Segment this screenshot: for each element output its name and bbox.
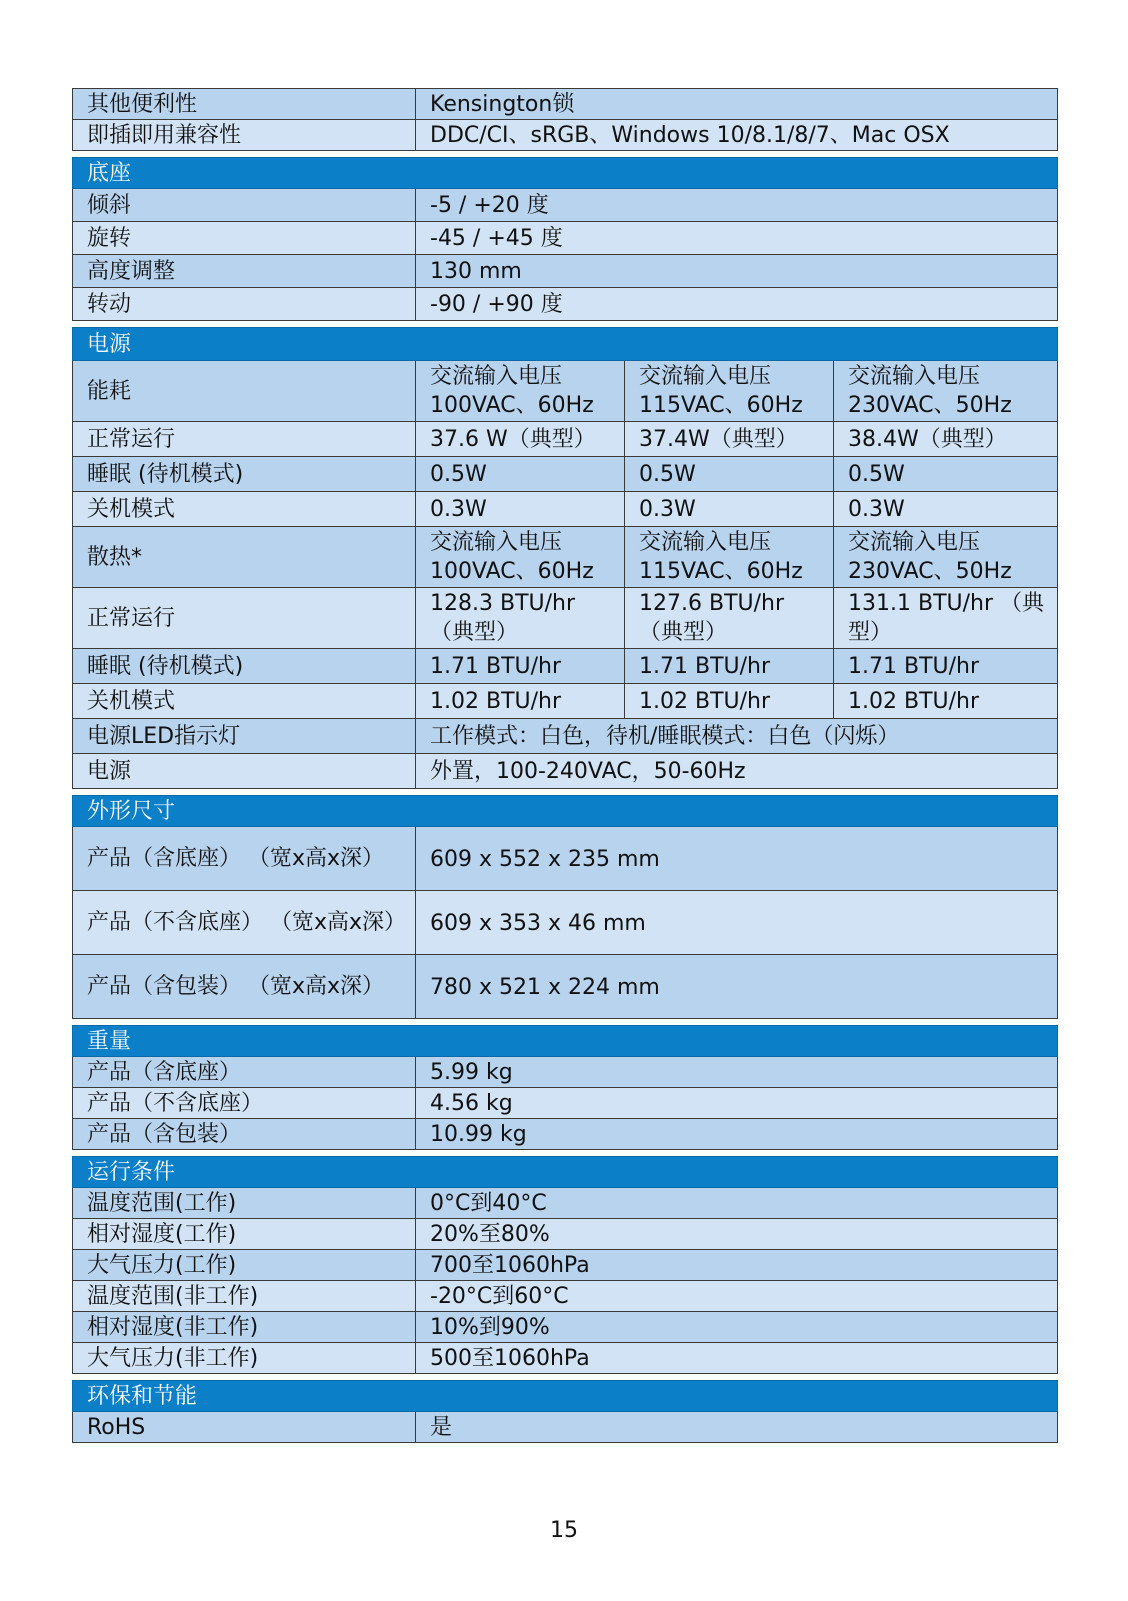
spec-label: 相对湿度(工作) xyxy=(73,1219,416,1250)
section-header xyxy=(73,1381,1058,1412)
spec-value: 0.3W xyxy=(625,492,834,527)
spec-label: 正常运行 xyxy=(73,588,416,649)
spec-value: 0.3W xyxy=(834,492,1058,527)
spec-value: 10%到90% xyxy=(416,1312,1058,1343)
spec-value: 交流输入电压 230VAC、50Hz xyxy=(834,527,1058,588)
spec-value: 0.5W xyxy=(416,457,625,492)
spec-value: 0.5W xyxy=(625,457,834,492)
spec-label: 睡眠 (待机模式) xyxy=(73,457,416,492)
spec-row xyxy=(73,1281,1058,1312)
spec-value: 交流输入电压 100VAC、60Hz xyxy=(416,527,625,588)
spec-value: 外置，100-240VAC，50-60Hz xyxy=(416,754,1058,789)
spec-section-table xyxy=(72,1156,1058,1374)
spec-label: 电源 xyxy=(73,754,416,789)
spec-row xyxy=(73,754,1058,789)
spec-label: 睡眠 (待机模式) xyxy=(73,649,416,684)
spec-row xyxy=(73,955,1058,1019)
spec-value: 20%至80% xyxy=(416,1219,1058,1250)
section-title: 环保和节能 xyxy=(73,1381,1058,1412)
spec-section-table xyxy=(72,1025,1058,1150)
spec-row xyxy=(73,891,1058,955)
spec-section-table xyxy=(72,795,1058,1019)
spec-row xyxy=(73,1343,1058,1374)
spec-value: -45 / +45 度 xyxy=(416,222,1058,255)
spec-label: 能耗 xyxy=(73,361,416,422)
spec-value: 4.56 kg xyxy=(416,1088,1058,1119)
spec-label: 关机模式 xyxy=(73,492,416,527)
spec-label: 关机模式 xyxy=(73,684,416,719)
spec-label: 其他便利性 xyxy=(73,89,416,120)
section-title: 底座 xyxy=(73,158,1058,189)
spec-table xyxy=(72,88,1057,1443)
spec-value: 38.4W（典型） xyxy=(834,422,1058,457)
spec-value: 1.02 BTU/hr xyxy=(625,684,834,719)
section-title: 外形尺寸 xyxy=(73,796,1058,827)
spec-value: 700至1060hPa xyxy=(416,1250,1058,1281)
spec-value: 工作模式：白色，待机/睡眠模式：白色（闪烁） xyxy=(416,719,1058,754)
spec-value: 37.4W（典型） xyxy=(625,422,834,457)
spec-row xyxy=(73,361,1058,422)
spec-value: 交流输入电压 100VAC、60Hz xyxy=(416,361,625,422)
spec-label: 温度范围(工作) xyxy=(73,1188,416,1219)
spec-label: 正常运行 xyxy=(73,422,416,457)
spec-section xyxy=(72,1025,1057,1150)
spec-label: 倾斜 xyxy=(73,189,416,222)
section-header xyxy=(73,796,1058,827)
spec-section-table xyxy=(72,88,1058,151)
spec-row xyxy=(73,288,1058,321)
spec-row xyxy=(73,222,1058,255)
page-number: 15 xyxy=(550,1518,578,1543)
section-title: 运行条件 xyxy=(73,1157,1058,1188)
spec-value: 1.71 BTU/hr xyxy=(834,649,1058,684)
spec-row xyxy=(73,492,1058,527)
spec-value: 609 x 552 x 235 mm xyxy=(416,827,1058,891)
spec-value: 130 mm xyxy=(416,255,1058,288)
spec-row xyxy=(73,422,1058,457)
spec-label: 旋转 xyxy=(73,222,416,255)
spec-value: -5 / +20 度 xyxy=(416,189,1058,222)
spec-label: 温度范围(非工作) xyxy=(73,1281,416,1312)
spec-label: 即插即用兼容性 xyxy=(73,120,416,151)
spec-label: 大气压力(工作) xyxy=(73,1250,416,1281)
spec-value: 10.99 kg xyxy=(416,1119,1058,1150)
spec-value: 131.1 BTU/hr （典型） xyxy=(834,588,1058,649)
spec-row xyxy=(73,1057,1058,1088)
spec-value: -20°C到60°C xyxy=(416,1281,1058,1312)
spec-row xyxy=(73,527,1058,588)
spec-label: 产品（含包装） xyxy=(73,1119,416,1150)
spec-label: 相对湿度(非工作) xyxy=(73,1312,416,1343)
spec-value: 5.99 kg xyxy=(416,1057,1058,1088)
section-title: 重量 xyxy=(73,1026,1058,1057)
section-header xyxy=(73,158,1058,189)
spec-section xyxy=(72,795,1057,1019)
spec-label: 大气压力(非工作) xyxy=(73,1343,416,1374)
spec-row xyxy=(73,1312,1058,1343)
section-header xyxy=(73,1026,1058,1057)
spec-section-table xyxy=(72,157,1058,321)
spec-row xyxy=(73,684,1058,719)
spec-section xyxy=(72,1380,1057,1443)
spec-value: 780 x 521 x 224 mm xyxy=(416,955,1058,1019)
spec-label: RoHS xyxy=(73,1412,416,1443)
section-header xyxy=(73,328,1058,361)
spec-section xyxy=(72,327,1057,789)
spec-label: 散热* xyxy=(73,527,416,588)
spec-row xyxy=(73,1412,1058,1443)
spec-row xyxy=(73,1088,1058,1119)
spec-row xyxy=(73,89,1058,120)
spec-value: 交流输入电压 230VAC、50Hz xyxy=(834,361,1058,422)
spec-value: 1.71 BTU/hr xyxy=(625,649,834,684)
spec-value: 1.71 BTU/hr xyxy=(416,649,625,684)
spec-value: 128.3 BTU/hr （典型） xyxy=(416,588,625,649)
spec-value: Kensington锁 xyxy=(416,89,1058,120)
section-header xyxy=(73,1157,1058,1188)
spec-label: 高度调整 xyxy=(73,255,416,288)
spec-row xyxy=(73,457,1058,492)
spec-value: 500至1060hPa xyxy=(416,1343,1058,1374)
spec-value: 0.3W xyxy=(416,492,625,527)
spec-row xyxy=(73,120,1058,151)
spec-section xyxy=(72,88,1057,151)
spec-row xyxy=(73,255,1058,288)
spec-row xyxy=(73,1219,1058,1250)
spec-label: 转动 xyxy=(73,288,416,321)
spec-value: DDC/CI、sRGB、Windows 10/8.1/8/7、Mac OSX xyxy=(416,120,1058,151)
spec-value: 609 x 353 x 46 mm xyxy=(416,891,1058,955)
spec-value: 1.02 BTU/hr xyxy=(416,684,625,719)
spec-label: 产品（含包装） （宽x高x深） xyxy=(73,955,416,1019)
spec-row xyxy=(73,827,1058,891)
spec-value: 0°C到40°C xyxy=(416,1188,1058,1219)
spec-value: 37.6 W（典型） xyxy=(416,422,625,457)
spec-label: 产品（含底座） （宽x高x深） xyxy=(73,827,416,891)
spec-label: 产品（含底座） xyxy=(73,1057,416,1088)
spec-row xyxy=(73,649,1058,684)
spec-value: 是 xyxy=(416,1412,1058,1443)
spec-row xyxy=(73,1119,1058,1150)
spec-value: 交流输入电压 115VAC、60Hz xyxy=(625,361,834,422)
spec-row xyxy=(73,719,1058,754)
spec-label: 电源LED指示灯 xyxy=(73,719,416,754)
spec-section-table xyxy=(72,1380,1058,1443)
spec-row xyxy=(73,1250,1058,1281)
spec-value: 1.02 BTU/hr xyxy=(834,684,1058,719)
spec-label: 产品（不含底座） xyxy=(73,1088,416,1119)
spec-value: 交流输入电压 115VAC、60Hz xyxy=(625,527,834,588)
spec-label: 产品（不含底座） （宽x高x深） xyxy=(73,891,416,955)
section-title: 电源 xyxy=(73,328,1058,361)
spec-value: 127.6 BTU/hr （典型） xyxy=(625,588,834,649)
spec-value: 0.5W xyxy=(834,457,1058,492)
spec-row xyxy=(73,588,1058,649)
spec-value: -90 / +90 度 xyxy=(416,288,1058,321)
spec-row xyxy=(73,189,1058,222)
spec-section xyxy=(72,1156,1057,1374)
spec-section-table xyxy=(72,327,1058,789)
spec-row xyxy=(73,1188,1058,1219)
spec-section xyxy=(72,157,1057,321)
